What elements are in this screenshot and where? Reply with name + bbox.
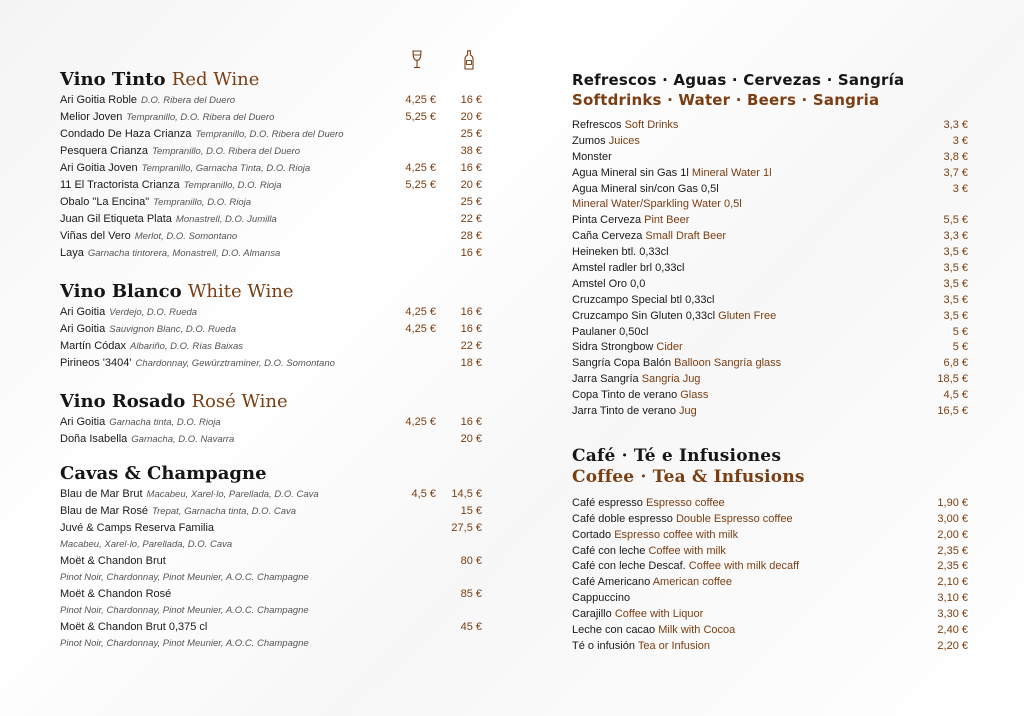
item-price: 2,35 € [937,544,968,557]
item-price: 3,5 € [943,293,968,306]
item-name-en: Coffee with milk decaff [688,560,800,573]
menu-item [572,197,968,213]
red-wine-section [60,68,486,262]
item-name: Pesquera Crianza [60,145,149,157]
bottle-price: 45 € [460,621,482,633]
menu-item [60,338,486,355]
cavas-section [60,462,486,652]
item-price: 3 € [952,134,968,147]
rose-wine-list [60,414,486,448]
menu-item [60,619,486,636]
menu-item [60,486,486,503]
item-price: 3,30 € [937,608,968,621]
menu-item [572,607,968,623]
menu-item [572,388,968,404]
item-name: Pirineos '3404' [60,357,132,369]
menu-item [60,109,486,126]
bottle-price: 27,5 € [451,522,482,534]
item-description: Tempranillo, D.O. Rioja [153,197,252,208]
softdrinks-section [572,70,968,420]
item-description: Macabeu, Xarel·lo, Parellada, D.O. Cava [60,539,233,550]
item-name: Juvé & Camps Reserva Familia [60,522,215,534]
item-price: 2,20 € [937,639,968,652]
item-name: Ari Goitia [60,416,106,428]
item-name-es: Heineken btl. 0,33cl [572,246,669,259]
section-title-en: Rosé Wine [191,391,288,412]
section-title-es: Vino Rosado [60,391,186,412]
rose-wine-title [60,390,486,414]
softdrinks-title-es: Refrescos · Aguas · Cervezas · Sangría [572,71,905,89]
menu-item [572,277,968,293]
item-name: Moët & Chandon Brut 0,375 cl [60,621,208,633]
bottle-price: 16 € [460,416,482,428]
menu-item [60,194,486,211]
item-name: 11 El Tractorista Crianza [60,179,180,191]
menu-item [572,245,968,261]
section-title-en: Red Wine [171,69,260,90]
glass-price: 4,25 € [405,416,436,428]
menu-item [572,496,968,512]
item-price: 2,40 € [937,624,968,637]
item-description: Garnacha tinta, D.O. Rioja [109,417,221,428]
red-wine-title [60,68,486,92]
menu-item [572,591,968,607]
bottle-price: 16 € [460,247,482,259]
menu-item [572,512,968,528]
item-name-es: Cruzcampo Sin Gluten 0,33cl [572,309,716,322]
bottle-price: 20 € [460,111,482,123]
item-description: Verdejo, D.O. Rueda [109,307,198,318]
item-description: Merlot, D.O. Somontano [134,231,238,242]
cavas-title: Cavas & Champagne [60,463,267,484]
bottle-price: 25 € [460,196,482,208]
menu-item [572,213,968,229]
item-price: 5,5 € [943,214,968,227]
item-price: 3,00 € [937,512,968,525]
bottle-price: 85 € [460,588,482,600]
item-price: 2,10 € [937,576,968,589]
menu-item [572,166,968,182]
wine-bottle-icon [462,50,476,70]
item-name-en: Coffee with Liquor [614,608,704,621]
glass-price: 4,25 € [405,306,436,318]
menu-item [60,321,486,338]
item-name-es: Carajillo [572,608,612,621]
item-name-en: Tea or Infusion [637,639,710,652]
menu-item [572,575,968,591]
menu-item [572,150,968,166]
item-name: Martín Códax [60,340,127,352]
item-description: Tempranillo, D.O. Ribera del Duero [126,112,275,123]
coffee-title-es: Café · Té e Infusiones [572,445,782,466]
item-name-es: Cappuccino [572,592,631,605]
item-description: Garnacha, D.O. Navarra [131,434,235,445]
menu-item [572,528,968,544]
item-name: Obalo "La Encina" [60,196,150,208]
item-price: 18,5 € [937,373,968,386]
bottle-price: 18 € [460,357,482,369]
item-name: Melior Joven [60,111,123,123]
bottle-price: 80 € [460,555,482,567]
item-name-en: Pint Beer [644,214,690,227]
coffee-section [572,446,968,655]
glass-price: 5,25 € [405,179,436,191]
menu-item [572,118,968,134]
bottle-price: 20 € [460,179,482,191]
menu-item [60,177,486,194]
menu-item [572,340,968,356]
menu-item [60,228,486,245]
menu-item [60,126,486,143]
item-price: 5 € [952,325,968,338]
white-wine-section [60,280,486,372]
item-price: 4,5 € [943,389,968,402]
item-price: 3,10 € [937,592,968,605]
menu-item [572,293,968,309]
item-name: Doña Isabella [60,433,128,445]
menu-item [572,325,968,341]
item-description: Chardonnay, Gewürztraminer, D.O. Somontano [135,358,335,369]
softdrinks-list [572,118,968,420]
bottle-price: 25 € [460,128,482,140]
item-price: 3,5 € [943,309,968,322]
bottle-price: 22 € [460,340,482,352]
bottle-price: 16 € [460,162,482,174]
menu-item [60,553,486,570]
item-price: 3 € [952,182,968,195]
item-name-es: Cruzcampo Special btl 0,33cl [572,293,715,306]
item-description: Tempranillo, D.O. Ribera del Duero [152,146,301,157]
glass-price: 4,25 € [405,94,436,106]
softdrinks-title-en: Softdrinks · Water · Beers · Sangria [572,91,880,109]
item-name-es: Café espresso [572,496,643,509]
menu-item [572,404,968,420]
menu-item [60,304,486,321]
item-name: Laya [60,247,84,259]
glass-price: 4,25 € [405,162,436,174]
item-description: Garnacha tintorera, Monastrell, D.O. Almansa [87,248,281,259]
item-name-en: Jug [679,405,697,418]
menu-item [572,356,968,372]
item-name-es: Sidra Strongbow [572,341,654,354]
item-description: Tempranillo, Garnacha Tinta, D.O. Rioja [141,163,311,174]
item-price: 3,5 € [943,277,968,290]
item-name: Ari Goitia [60,323,106,335]
item-name-es: Leche con cacao [572,624,656,637]
item-description: Pinot Noir, Chardonnay, Pinot Meunier, A.O.C. Champagne [60,605,309,616]
coffee-list [572,496,968,655]
item-price: 3,3 € [943,230,968,243]
item-description: Pinot Noir, Chardonnay, Pinot Meunier, A.O.C. Champagne [60,572,309,583]
menu-item [60,503,486,520]
item-name: Condado De Haza Crianza [60,128,192,140]
menu-item [572,182,968,198]
item-name-es: Caña Cerveza [572,230,643,243]
item-name-en: Mineral Water/Sparkling Water 0,5l [572,198,742,211]
item-name: Ari Goitia Joven [60,162,138,174]
item-name: Blau de Mar Brut [60,488,143,500]
item-name-en: Espresso coffee [646,496,725,509]
item-name-en: Coffee with milk [648,544,726,557]
coffee-title-en: Coffee · Tea & Infusions [572,466,805,487]
item-name-en: Sangria Jug [641,373,701,386]
item-name-es: Café Americano [572,576,651,589]
item-price: 3,8 € [943,150,968,163]
item-name-en: Espresso coffee with milk [614,528,739,541]
item-description: Tempranillo, D.O. Ribera del Duero [195,129,344,140]
item-name-en: Cider [656,341,683,354]
bottle-price: 28 € [460,230,482,242]
glass-price: 4,25 € [405,323,436,335]
item-name-en: American coffee [652,576,733,589]
menu-item [572,134,968,150]
menu-item [60,586,486,603]
item-name-es: Refrescos [572,119,622,131]
price-column-icons [410,50,530,70]
section-title-en: White Wine [187,281,294,302]
item-name-es: Café con leche Descaf. [572,560,686,573]
menu-item [572,309,968,325]
wine-column [60,44,486,652]
wine-glass-icon [410,50,424,70]
menu-item [60,143,486,160]
section-title-es: Vino Blanco [60,281,182,302]
item-name-en: Soft Drinks [624,119,679,131]
item-price: 5 € [952,341,968,354]
menu-item [572,559,968,575]
item-price: 2,35 € [937,560,968,573]
rose-wine-section [60,390,486,448]
item-name-en: Juices [608,134,640,147]
bottle-price: 20 € [460,433,482,445]
bottle-price: 15 € [460,505,482,517]
item-price: 3,3 € [943,119,968,131]
item-description: Tempranillo, D.O. Rioja [183,180,282,191]
item-name-en: Mineral Water 1l [691,166,772,179]
item-price: 1,90 € [937,496,968,509]
bottle-price: 22 € [460,213,482,225]
white-wine-title [60,280,486,304]
section-title-es: Vino Tinto [60,69,166,90]
bottle-price: 16 € [460,306,482,318]
item-name-es: Cortado [572,528,612,541]
menu-item [60,92,486,109]
item-price: 3,5 € [943,262,968,275]
item-price: 16,5 € [937,405,968,418]
item-description: Pinot Noir, Chardonnay, Pinot Meunier, A.O.C. Champagne [60,638,309,649]
item-name: Ari Goitia Roble [60,94,138,106]
glass-price: 5,25 € [405,111,436,123]
menu-item [60,431,486,448]
menu-item [60,520,486,537]
item-name-es: Amstel radler brl 0,33cl [572,262,685,275]
item-price: 6,8 € [943,357,968,370]
bottle-price: 14,5 € [451,488,482,500]
item-description: Monastrell, D.O. Jumilla [175,214,277,225]
item-name-es: Monster [572,150,612,163]
item-name-en: Gluten Free [718,309,777,322]
item-name-en: Milk with Cocoa [658,624,736,637]
item-name-es: Pinta Cerveza [572,214,642,227]
bottle-price: 38 € [460,145,482,157]
item-price: 3,7 € [943,166,968,179]
menu-item [572,261,968,277]
menu-item [572,544,968,560]
item-name-es: Paulaner 0,50cl [572,325,649,338]
menu-item [572,372,968,388]
item-name: Viñas del Vero [60,230,131,242]
item-name: Blau de Mar Rosé [60,505,149,517]
item-name-es: Agua Mineral sin/con Gas 0,5l [572,182,719,195]
cavas-list [60,486,486,652]
menu-item [60,414,486,431]
menu-item [572,229,968,245]
white-wine-list [60,304,486,372]
item-name-es: Zumos [572,134,606,147]
menu-item [60,160,486,177]
item-name-es: Copa Tinto de verano [572,389,678,402]
item-name-es: Jarra Sangría [572,373,639,386]
item-name-en: Small Draft Beer [645,230,727,243]
item-name-es: Jarra Tinto de verano [572,405,676,418]
item-description: Macabeu, Xarel·lo, Parellada, D.O. Cava [146,489,319,500]
menu-item [60,245,486,262]
item-name-es: Té o infusión [572,639,635,652]
item-name-es: Café con leche [572,544,646,557]
item-name-es: Agua Mineral sin Gas 1l [572,166,689,179]
item-price: 3,5 € [943,246,968,259]
bottle-price: 16 € [460,323,482,335]
item-name: Ari Goitia [60,306,106,318]
glass-price: 4,5 € [411,488,436,500]
item-description: Sauvignon Blanc, D.O. Rueda [109,324,236,335]
item-name-es: Amstel Oro 0,0 [572,277,646,290]
menu-item [60,211,486,228]
red-wine-list [60,92,486,262]
item-name-en: Balloon Sangría glass [674,357,782,370]
item-name: Juan Gil Etiqueta Plata [60,213,172,225]
item-name-en: Glass [680,389,709,402]
item-name: Moët & Chandon Brut [60,555,166,567]
menu-item [572,623,968,639]
item-price: 2,00 € [937,528,968,541]
drinks-column [572,70,968,655]
item-description: Trepat, Garnacha tinta, D.O. Cava [152,506,297,517]
bottle-price: 16 € [460,94,482,106]
item-name-es: Café doble espresso [572,512,673,525]
menu-item [572,639,968,655]
item-name-en: Double Espresso coffee [675,512,793,525]
item-name: Moët & Chandon Rosé [60,588,172,600]
item-name-es: Sangría Copa Balón [572,357,672,370]
item-description: Albariño, D.O. Rías Baixas [130,341,244,352]
menu-item [60,355,486,372]
item-description: D.O. Ribera del Duero [141,95,236,106]
